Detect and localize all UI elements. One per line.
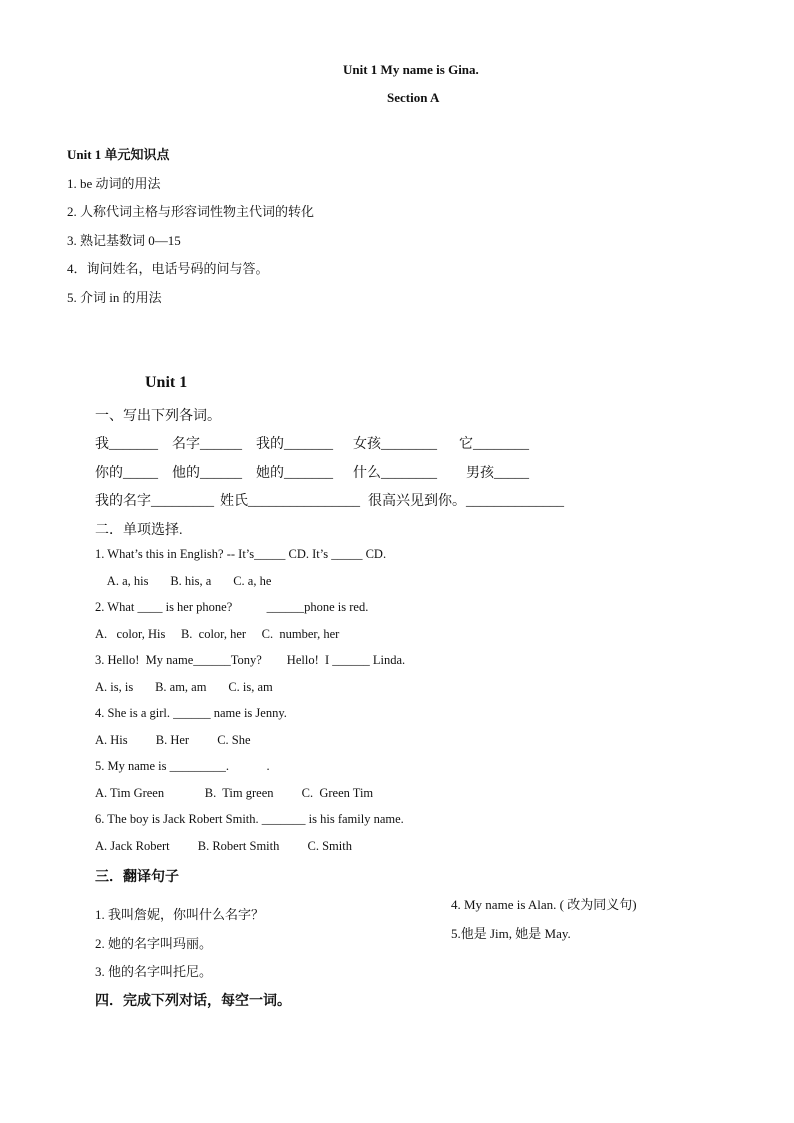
question-options: A. is, is B. am, am C. is, am (95, 680, 273, 694)
question: 4. She is a girl. ______ name is Jenny. (95, 706, 287, 720)
word-blank: 你的_____ (95, 466, 158, 481)
question: 1. What’s this in English? -- It’s_____ CD. It’s _____ CD. (95, 547, 387, 561)
word-blank: 很高兴见到你。______________ (368, 494, 564, 509)
word-blank: 女孩________ (353, 437, 437, 452)
question-options: A. Tim Green B. Tim green C. Green Tim (95, 786, 374, 800)
word-blank: 他的______ (172, 466, 242, 481)
word-blank: 男孩_____ (466, 466, 529, 481)
translation-item: 3. 他的名字叫托尼。 (95, 964, 213, 979)
word-blank: 我_______ (95, 437, 158, 452)
question-options: A. Jack Robert B. Robert Smith C. Smith (95, 839, 352, 853)
knowledge-heading: Unit 1 单元知识点 (67, 147, 170, 162)
word-blank: 我的_______ (256, 437, 333, 452)
question: 3. Hello! My name______Tony? Hello! I ______ Linda. (95, 653, 406, 667)
section-subtitle: Section A (387, 90, 440, 105)
translation-item: 5.他是 Jim, 她是 May. (451, 926, 571, 941)
page-title: Unit 1 My name is Gina. (343, 62, 479, 77)
question: 2. What ____ is her phone? ______phone is red. (95, 600, 369, 614)
translation-item: 4. My name is Alan. ( 改为同义句) (451, 897, 637, 912)
unit-heading: Unit 1 (145, 374, 188, 391)
knowledge-item: 2. 人称代词主格与形容词性物主代词的转化 (67, 204, 315, 219)
question-options: A. a, his B. his, a C. a, he (95, 574, 272, 588)
word-blank: 她的_______ (256, 466, 333, 481)
word-blank: 姓氏________________ (220, 494, 360, 509)
word-blank: 我的名字_________ (95, 494, 214, 509)
word-blank: 什么________ (353, 466, 437, 481)
knowledge-item: 4．询问姓名，电话号码的问与答。 (67, 261, 269, 276)
part1-heading: 一、写出下列各词。 (95, 409, 221, 424)
question-options: A. His B. Her C. She (95, 733, 251, 747)
part3-heading: 三．翻译句子 (95, 870, 179, 885)
translation-item: 1. 我叫詹妮，你叫什么名字？ (95, 907, 265, 922)
word-blank: 名字______ (172, 437, 242, 452)
question-options: A. color, His B. color, her C. number, her (95, 627, 340, 641)
word-blank: 它________ (459, 437, 529, 452)
knowledge-item: 1. be 动词的用法 (67, 176, 161, 191)
knowledge-item: 3. 熟记基数词 0—15 (67, 233, 181, 248)
part2-heading: 二．单项选择. (95, 523, 183, 538)
knowledge-item: 5. 介词 in 的用法 (67, 290, 162, 305)
question: 5. My name is _________. . (95, 759, 270, 773)
translation-item: 2. 她的名字叫玛丽。 (95, 936, 213, 951)
question: 6. The boy is Jack Robert Smith. _______ is his family name. (95, 812, 404, 826)
part4-heading: 四．完成下列对话，每空一词。 (95, 994, 291, 1009)
